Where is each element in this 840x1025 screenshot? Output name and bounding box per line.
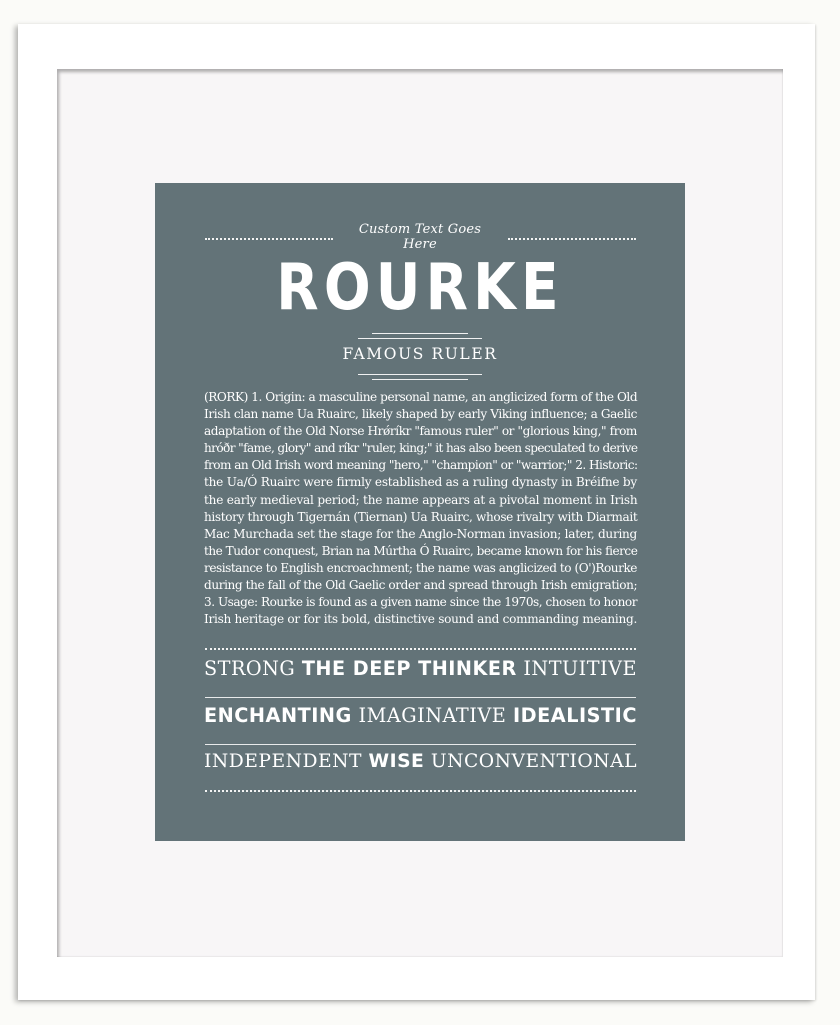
definition-line: hróðr "fame, glory" and ríkr "ruler, king;" it has also been speculated to derive	[204, 441, 638, 456]
definition-line: (RORK) 1. Origin: a masculine personal name, an anglicized form of the Old	[204, 390, 638, 404]
trait-word: WISE	[368, 751, 425, 772]
custom-text-left-dots	[205, 238, 333, 240]
traits-top-dots	[205, 648, 636, 650]
trait-word: IMAGINATIVE	[358, 704, 507, 727]
meaning-bottom-rule-short	[372, 379, 468, 380]
trait-word: UNCONVENTIONAL	[430, 751, 637, 772]
definition-line: during the fall of the Old Gaelic order and spread through Irish emigration;	[204, 578, 638, 593]
traits-row-1	[204, 657, 637, 693]
name-title: ROURKE	[276, 251, 564, 325]
definition-line: 3. Usage: Rourke is found as a given name since the 1970s, chosen to honor	[204, 595, 637, 610]
definition-line: the Tudor conquest, Brian na Múrtha Ó Ruairc, became known for his fierce	[204, 543, 638, 558]
traits-row-2	[204, 704, 637, 740]
meaning-top-rule	[358, 338, 482, 339]
definition-line: from an Old Irish word meaning "hero," "champion" or "warrior;" 2. Historic:	[204, 458, 638, 473]
traits-row-3	[204, 751, 637, 787]
definition-line: history through Tigernán (Tiernan) Ua Ruairc, whose rivalry with Diarmait	[204, 509, 638, 524]
trait-word: STRONG	[204, 657, 296, 680]
definition-line: resistance to English encroachment; the name was anglicized to (O')Rourke	[204, 560, 637, 575]
definition-line: the Ua/Ó Ruairc were firmly established as a ruling dynasty in Bréifne by	[204, 475, 637, 490]
name-meaning: FAMOUS RULER	[342, 345, 498, 363]
trait-word: INDEPENDENT	[204, 751, 362, 772]
traits-separator	[205, 697, 636, 698]
definition-line: Mac Murchada set the stage for the Anglo-Norman invasion; later, during	[204, 526, 638, 541]
trait-word: IDEALISTIC	[512, 704, 637, 727]
meaning-bottom-rule	[358, 374, 482, 375]
definition-line: Irish clan name Ua Ruairc, likely shaped by early Viking influence; a Gaelic	[204, 407, 637, 422]
definition-line: Irish heritage or for its bold, distinctive sound and commanding meaning.	[204, 612, 637, 627]
custom-text: Custom Text Goes Here	[358, 222, 482, 252]
custom-text-right-dots	[508, 238, 636, 240]
trait-word: INTUITIVE	[523, 657, 637, 680]
traits-bottom-dots	[205, 790, 636, 792]
trait-word: ENCHANTING	[204, 704, 352, 727]
definition-line: adaptation of the Old Norse Hrǿríkr "famous ruler" or "glorious king," from	[204, 424, 637, 439]
trait-word: THE DEEP THINKER	[301, 657, 517, 680]
definition-line: the early medieval period; the name appears at a pivotal moment in Irish	[204, 492, 638, 507]
traits-separator	[205, 744, 636, 745]
name-underline	[372, 333, 468, 334]
name-definition	[204, 389, 637, 628]
